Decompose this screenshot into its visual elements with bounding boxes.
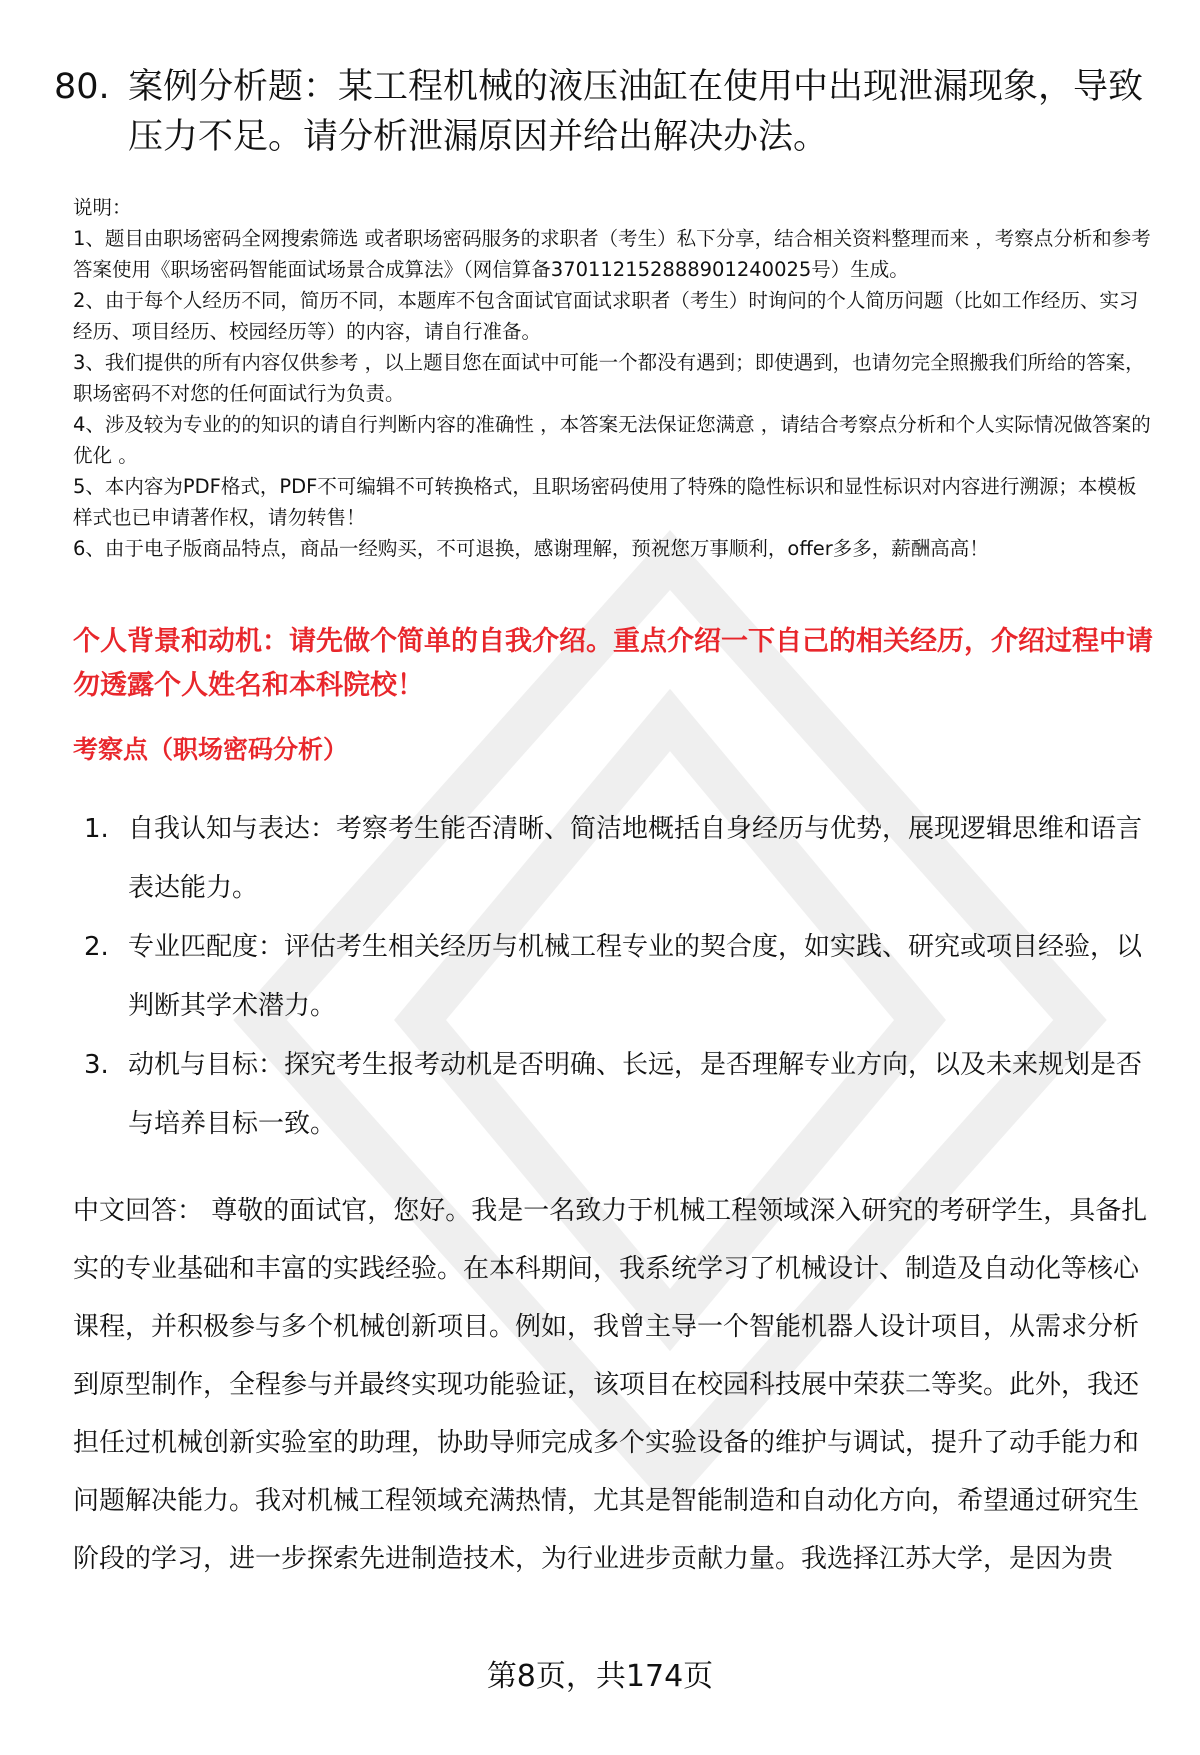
question-text: 案例分析题：某工程机械的液压油缸在使用中出现泄漏现象，导致压力不足。请分析泄漏原因并给出解决办法。: [128, 67, 1144, 157]
question-title: [54, 62, 1164, 162]
note-item: 1、题目由职场密码全网搜索筛选 或者职场密码服务的求职者（考生）私下分享，结合相关资料整理而来 ，考察点分析和参考答案使用《职场密码智能面试场景合成算法》（网信算备370112152888901240025号）生成。: [73, 227, 1151, 281]
note-item: 6、由于电子版商品特点，商品一经购买，不可退换，感谢理解，预祝您万事顺利，offer多多，薪酬高高！: [73, 537, 989, 560]
analysis-point: [84, 800, 1159, 918]
point-number: 1.: [84, 814, 109, 844]
note-item: 5、本内容为PDF格式，PDF不可编辑不可转换格式，且职场密码使用了特殊的隐性标识和显性标识对内容进行溯源；本模板样式也已申请著作权，请勿转售！: [73, 475, 1137, 529]
point-text: 专业匹配度：评估考生相关经历与机械工程专业的契合度，如实践、研究或项目经验，以判断其学术潜力。: [128, 932, 1143, 1021]
point-text: 自我认知与表达：考察考生能否清晰、简洁地概括自身经历与优势，展现逻辑思维和语言表达能力。: [128, 814, 1143, 903]
note-item: 3、我们提供的所有内容仅供参考 ，以上题目您在面试中可能一个都没有遇到；即使遇到，也请勿完全照搬我们所给的答案，职场密码不对您的任何面试行为负责。: [73, 351, 1145, 405]
section-heading: 个人背景和动机：请先做个简单的自我介绍。重点介绍一下自己的相关经历，介绍过程中请勿透露个人姓名和本科院校！: [73, 626, 1153, 701]
note-item: 2、由于每个人经历不同，简历不同，本题库不包含面试官面试求职者（考生）时询问的个人简历问题（比如工作经历、实习经历、项目经历、校园经历等）的内容，请自行准备。: [73, 289, 1139, 343]
point-text: 动机与目标：探究考生报考动机是否明确、长远，是否理解专业方向，以及未来规划是否与培养目标一致。: [128, 1050, 1143, 1139]
analysis-point: [84, 1036, 1159, 1154]
answer-paragraph: [73, 1182, 1148, 1588]
analysis-subheading: 考察点（职场密码分析）: [73, 735, 349, 764]
notes-section: [73, 192, 1153, 564]
answer-text: 尊敬的面试官，您好。我是一名致力于机械工程领域深入研究的考研学生，具备扎实的专业基础和丰富的实践经验。在本科期间，我系统学习了机械设计、制造及自动化等核心课程，并积极参与多个机械创新项目。例如，我曾主导一个智能机器人设计项目，从需求分析到原型制作，全程参与并最终实现功能验证，该项目在校园科技展中荣获二等奖。此外，我还担任过机械创新实验室的助理，协助导师完成多个实验设备的维护与调试，提升了动手能力和问题解决能力。我对机械工程领域充满热情，尤其是智能制造和自动化方向，希望通过研究生阶段的学习，进一步探索先进制造技术，为行业进步贡献力量。我选择江苏大学，是因为贵: [73, 1196, 1148, 1574]
analysis-points: [84, 800, 1159, 1154]
answer-label: 中文回答：: [73, 1196, 204, 1226]
point-number: 3.: [84, 1050, 109, 1080]
note-item: 4、涉及较为专业的的知识的请自行判断内容的准确性 ，本答案无法保证您满意 ，请结合考察点分析和个人实际情况做答案的优化 。: [73, 413, 1151, 467]
notes-label: 说明：: [73, 196, 132, 219]
analysis-point: [84, 918, 1159, 1036]
point-number: 2.: [84, 932, 109, 962]
page-footer: 第8页，共174页: [486, 1659, 714, 1694]
question-number: 80.: [54, 67, 110, 107]
